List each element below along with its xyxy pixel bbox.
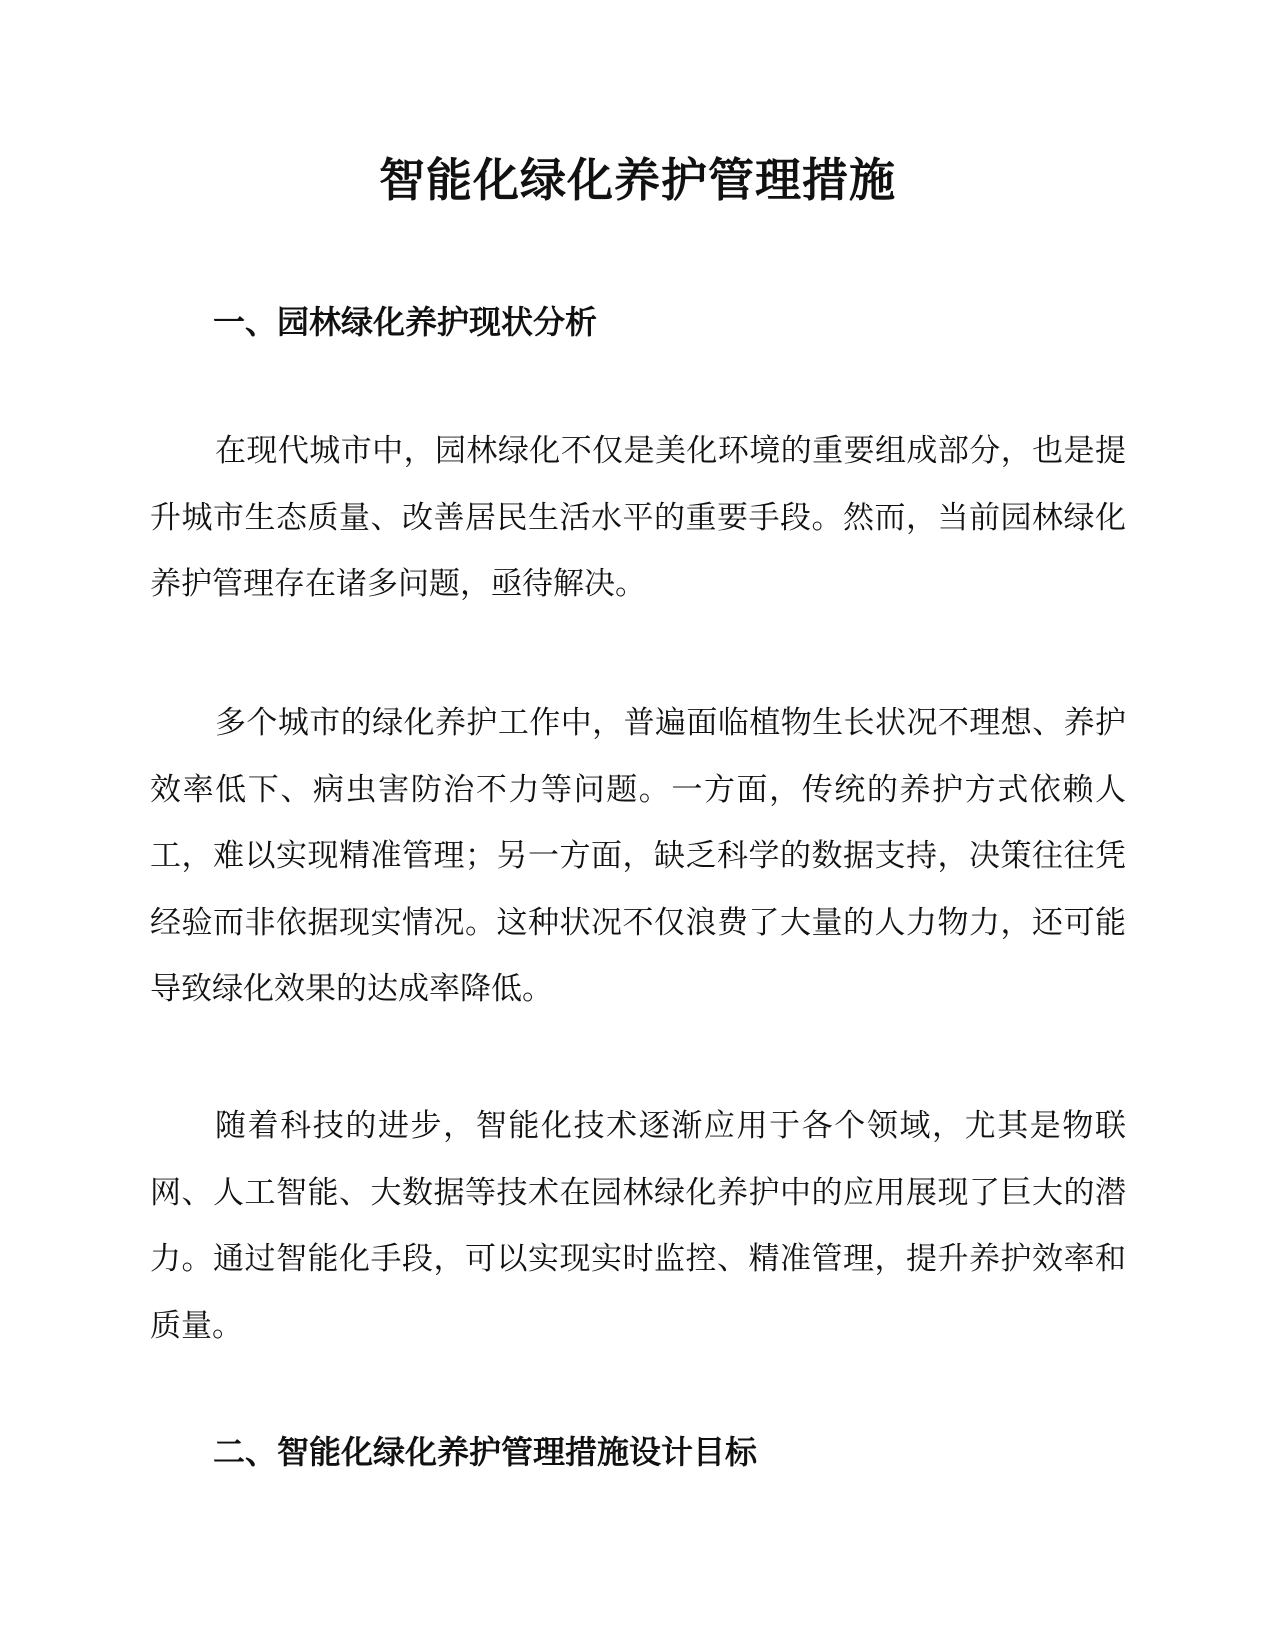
- document-title: 智能化绿化养护管理措施: [379, 153, 896, 207]
- section-heading-2: 二、智能化绿化养护管理措施设计目标: [213, 1433, 758, 1471]
- paragraph-3: 随着科技的进步，智能化技术逐渐应用于各个领域，尤其是物联网、人工智能、大数据等技术在园林绿化养护中的应用展现了巨大的潜力。通过智能化手段，可以实现实时监控、精准管理，提升养护效率和质量。: [150, 1108, 1126, 1344]
- paragraph-2: 多个城市的绿化养护工作中，普遍面临植物生长状况不理想、养护效率低下、病虫害防治不力等问题。一方面，传统的养护方式依赖人工，难以实现精准管理；另一方面，缺乏科学的数据支持，决策往往凭经验而非依据现实情况。这种状况不仅浪费了大量的人力物力，还可能导致绿化效果的达成率降低。: [150, 705, 1126, 1007]
- paragraph-1: 在现代城市中，园林绿化不仅是美化环境的重要组成部分，也是提升城市生态质量、改善居民生活水平的重要手段。然而，当前园林绿化养护管理存在诸多问题，亟待解决。: [150, 433, 1126, 602]
- section-heading-1: 一、园林绿化养护现状分析: [213, 303, 598, 341]
